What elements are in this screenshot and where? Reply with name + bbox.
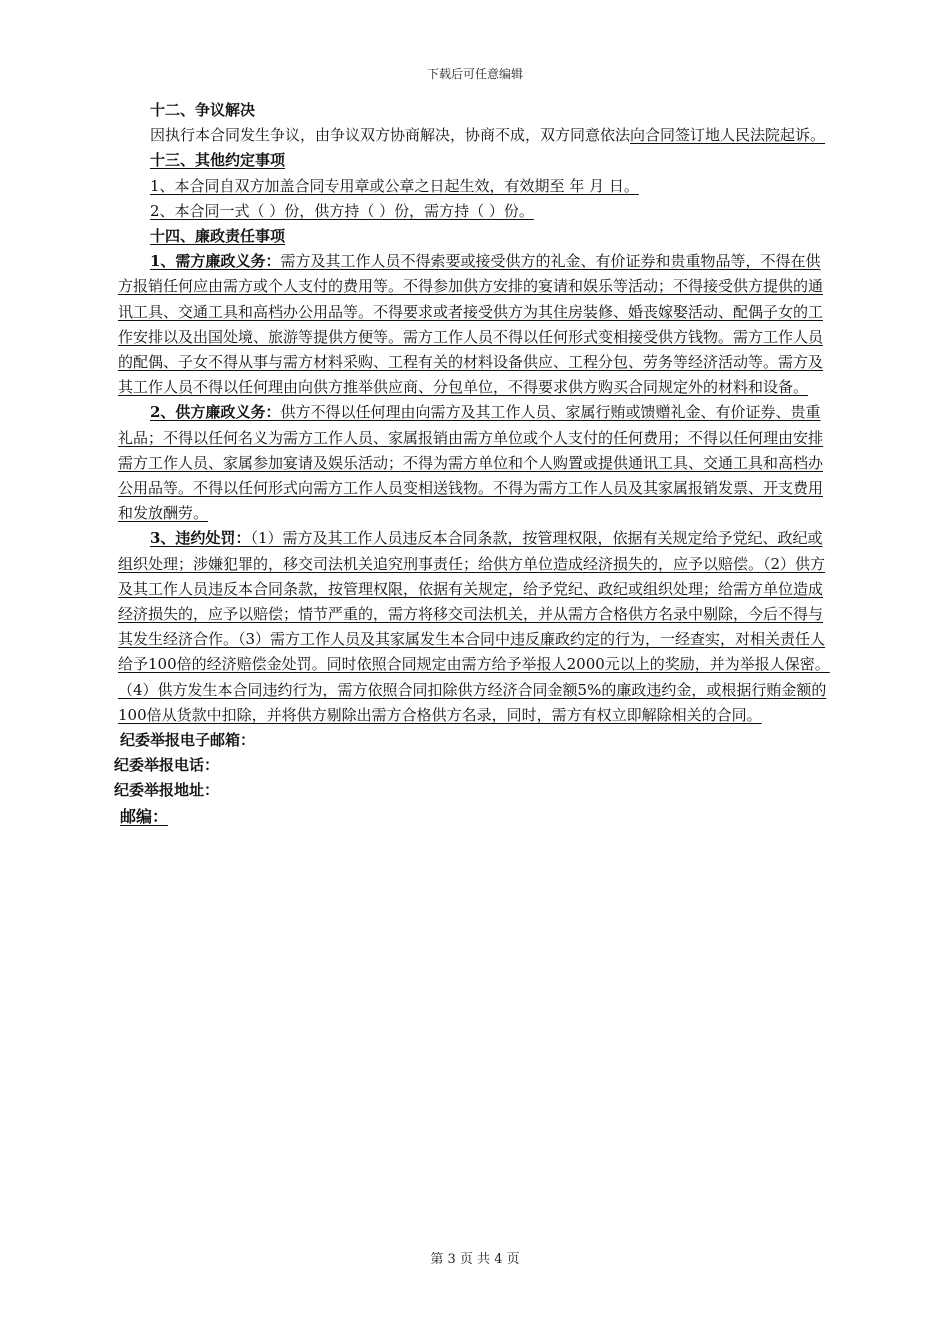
section-14-para-3-label: 3、违约处罚： [150,529,251,548]
section-12-title: 十二、争议解决 [150,101,256,119]
section-13-item-2: 2、本合同一式（ ）份，供方持（ ）份，需方持（ ）份。 [150,201,534,220]
section-14-para-2-text: 供方不得以任何理由向需方及其工作人员、家属行贿或馈赠礼金、有价证券、贵重礼品；不得以任何名义为需方工作人员、家属报销由需方单位或个人支付的任何费用；不得以任何理由安排需方工作人员、家属参加宴请及娱乐活动；不得为需方单位和个人购置或提供通讯工具、交通工具和高档办公用品等。不得以任何形式向需方工作人员变相送钱物。不得为需方工作人员及其家属报销发票、开支费用和发放酬劳。 [118,403,824,523]
contract-body [114,98,834,829]
contact-address-label: 纪委举报地址： [114,781,220,800]
page-footer: 第 3 页 共 4 页 [430,1252,520,1267]
section-14-para-2 [118,400,834,526]
contact-postcode-label: 邮编： [120,806,169,826]
section-14-para-3 [118,526,834,677]
section-14-title: 十四、廉政责任事项 [150,227,286,246]
page-header: 下载后可任意编辑 [426,67,523,81]
section-14-para-1-label: 1、需方廉政义务： [150,252,281,271]
section-14-para-1-text: 需方及其工作人员不得索要或接受供方的礼金、有价证券和贵重物品等，不得在供方报销任何应由需方或个人支付的费用等。不得参加供方安排的宴请和娱乐等活动；不得接受供方提供的通讯工具、交通工具和高档办公用品等。不得要求或者接受供方为其住房装修、婚丧嫁娶活动、配偶子女的工作安排以及出国处境、旅游等提供方便等。需方工作人员不得以任何形式变相接受供方钱物。需方工作人员的配偶、子女不得从事与需方材料采购、工程有关的材料设备供应、工程分包、劳务等经济活动等。需方及其工作人员不得以任何理由向供方推举供应商、分包单位，不得要求供方购买合同规定外的材料和设备。 [118,252,824,397]
contact-email-label: 纪委举报电子邮箱： [120,731,256,750]
contact-phone-label: 纪委举报电话： [114,756,220,775]
section-13-title: 十三、其他约定事项 [150,151,286,170]
section-14-para-3-text: （1）需方及其工作人员违反本合同条款，按管理权限，依据有关规定给予党纪、政纪或组织处理；涉嫌犯罪的，移交司法机关追究刑事责任；给供方单位造成经济损失的，应予以赔偿。（2）供方及其工作人员违反本合同条款，按管理权限，依据有关规定，给予党纪、政纪或组织处理；给需方单位造成经济损失的，应予以赔偿；情节严重的，需方将移交司法机关，并从需方合格供方名录中剔除，今后不得与其发生经济合作。（3）需方工作人员及其家属发生本合同中违反廉政约定的行为，一经查实，对相关责任人给予100倍的经济赔偿金处罚。同时依照合同规定由需方给予举报人2000元以上的奖励，并为举报人保密。 [118,529,830,674]
section-14-para-1 [118,249,834,400]
section-12-body-text: 因执行本合同发生争议，由争议双方协商解决，协商不成，双方同意依法 [150,126,631,145]
section-14-para-2-label: 2、供方廉政义务： [150,403,281,422]
section-13-item-1: 1、本合同自双方加盖合同专用章或公章之日起生效，有效期至 年 月 日。 [150,176,639,195]
section-14-para-4: （4）供方发生本合同违约行为，需方依照合同扣除供方经济合同金额5%的廉政违约金，或根据行贿金额的100倍从货款中扣除，并将供方剔除出需方合格供方名录，同时，需方有权立即解除相关的合同。 [118,680,827,724]
section-12-body [118,123,834,148]
section-12-body-underlined: 向合同签订地人民法院起诉。 [630,126,826,145]
